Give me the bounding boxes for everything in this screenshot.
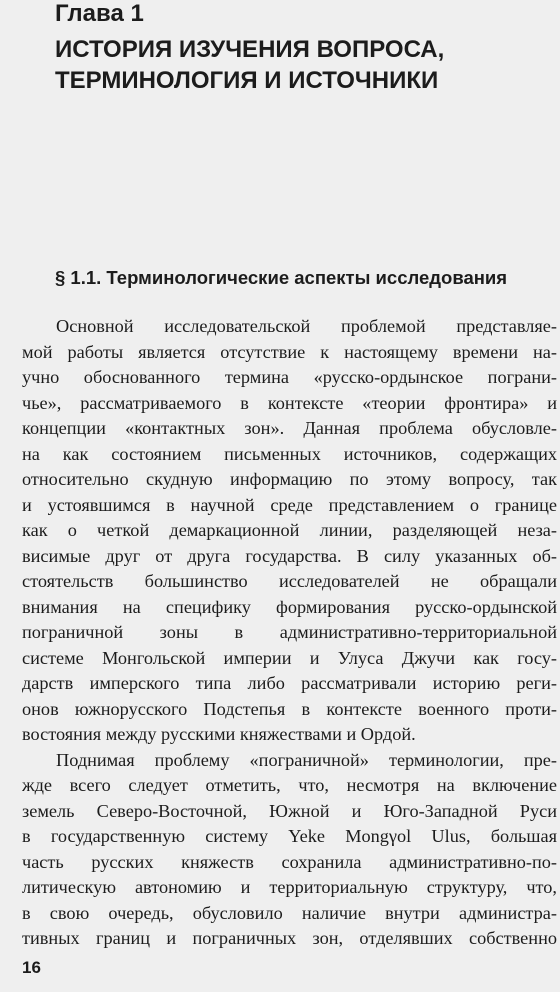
text-line: часть русских княжеств сохранила административно-по- — [22, 851, 557, 872]
body-text — [22, 314, 557, 952]
text-line: висимые друг от друга государства. В силу указанных об- — [22, 545, 557, 566]
chapter-label: Глава 1 — [55, 0, 144, 27]
text-line: Основной исследовательской проблемой представляе- — [56, 316, 557, 336]
text-line: внимания на специфику формирования русско-ордынской — [22, 596, 557, 617]
section-heading: § 1.1. Терминологические аспекты исследования — [55, 267, 508, 288]
text-line: как о четкой демаркационной линии, разделяющей неза- — [22, 520, 557, 540]
chapter-title-line: ТЕРМИНОЛОГИЯ И ИСТОЧНИКИ — [55, 67, 439, 94]
text-line: концепции «контактных зон». Данная проблема обусловле- — [22, 418, 557, 438]
text-line: жде всего следует отметить, что, несмотря на включение — [22, 775, 557, 795]
text-line: относительно скудную информацию по этому вопросу, так — [22, 469, 557, 489]
chapter-title — [55, 34, 525, 96]
text-line: в свою очередь, обусловило наличие внутри администра- — [22, 902, 557, 923]
text-line: пограничной зоны в административно-территориальной — [22, 622, 557, 642]
text-line: чье», рассматриваемого в контексте «теории фронтира» и — [22, 392, 557, 413]
text-line: востояния между русскими княжествами и Ордой. — [22, 724, 416, 744]
text-line: в государственную систему Yeke Mongγol Ulus, большая — [22, 826, 557, 846]
text-line: стоятельств большинство исследователей не обращали — [22, 571, 557, 591]
text-line: на как состоянием письменных источников, содержащих — [22, 443, 557, 464]
text-line: тивных границ и пограничных зон, отделявших собственно — [22, 928, 557, 948]
text-line: и устоявшимся в научной среде представлением о границе — [22, 494, 557, 515]
text-line: учно обоснованного термина «русско-ордынское пограни- — [22, 367, 557, 387]
text-line: земель Северо-Восточной, Южной и Юго-Западной Руси — [22, 800, 557, 821]
text-line: онов южнорусского Подстепья в контексте военного проти- — [22, 698, 557, 719]
chapter-title-line: ИСТОРИЯ ИЗУЧЕНИЯ ВОПРОСА, — [55, 36, 445, 63]
text-line: Поднимая проблему «пограничной» терминологии, пре- — [56, 749, 557, 770]
text-line: дарств имперского типа либо рассматривали историю реги- — [22, 673, 557, 693]
text-line: системе Монгольской империи и Улуса Джучи как госу- — [22, 647, 557, 668]
text-line: литическую автономию и территориальную структуру, что, — [22, 877, 557, 897]
text-line: мой работы является отсутствие к настоящему времени на- — [22, 341, 557, 362]
page-number: 16 — [22, 958, 41, 977]
